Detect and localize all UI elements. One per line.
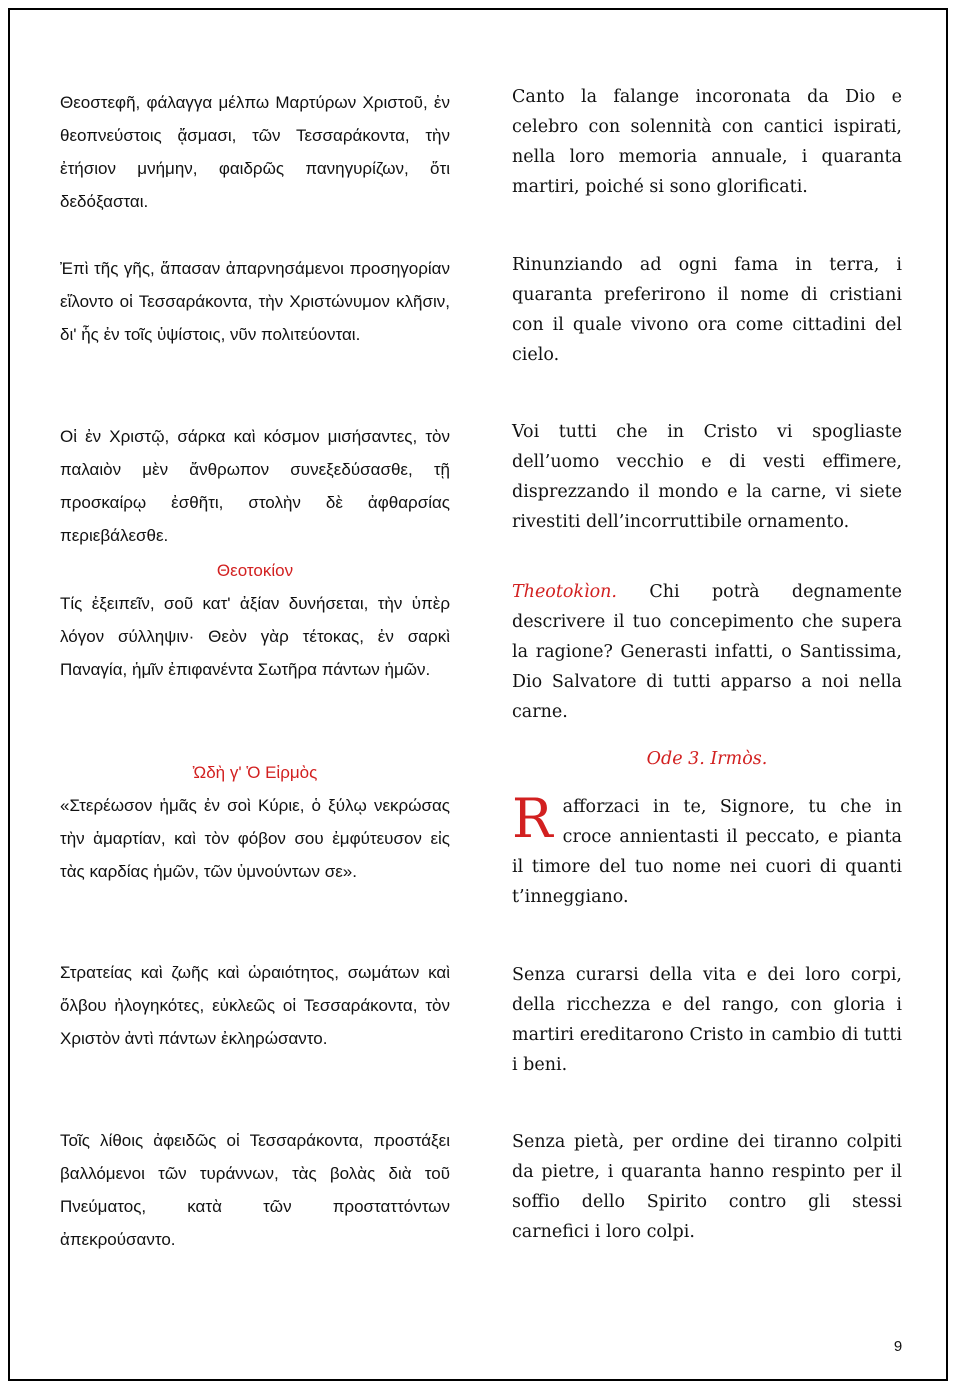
greek-theotokion	[60, 554, 450, 686]
greek-stanza-1: Θεοστεφῆ, φάλαγγα μέλπω Μαρτύρων Χριστοῦ, ἐν θεοπνεύστοις ᾄσμασι, τῶν Τεσσαράκοντα, τὴν ἐτήσιον μνήμην, φαιδρῶς πανηγυρίζων, ὅτι δεδόξασται.	[60, 93, 450, 211]
page-number: 9	[893, 1338, 903, 1355]
greek-stanza-2: Ἐπὶ τῆς γῆς, ἅπασαν ἀπαρνησάμενοι προσηγορίαν εἵλοντο οἱ Τεσσαράκοντα, τὴν Χριστώνυμον κλῆσιν, δι' ἧς ἐν τοῖς ὑψίστοις, νῦν πολιτεύονται.	[60, 259, 450, 344]
greek-stanza-6: Στρατείας καὶ ζωῆς καὶ ὡραιότητος, σωμάτων καὶ ὄλβου ἠλογηκότες, εὐκλεῶς οἱ Τεσσαράκοντα, τὸν Χριστὸν ἀντὶ πάντων ἐκληρώσαντο.	[60, 963, 450, 1048]
italian-dropcap: R	[512, 787, 553, 850]
italian-theotokion-label: Theotokìon.	[512, 582, 617, 602]
greek-stanza-3: Οἱ ἐν Χριστῷ, σάρκα καὶ κόσμον μισήσαντες, τὸν παλαιὸν μὲν ἄνθρωπον συνεξεδύσασθε, τῇ προσκαίρῳ ἐσθῆτι, στολὴν δὲ ἀφθαρσίας περιεβάλεσθε.	[60, 427, 450, 545]
italian-ode-heading: Ode 3. Irmòs.	[646, 749, 768, 769]
greek-irmos-text: «Στερέωσον ἡμᾶς ἐν σοὶ Κύριε, ὁ ξύλῳ νεκρώσας τὴν ἁμαρτίαν, καὶ τὸν φόβον σου ἐμφύτευσον εἰς τὰς καρδίας ἡμῶν, τῶν ὑμνούντων σε».	[60, 796, 450, 881]
italian-stanza-1: Canto la falange incoronata da Dio e celebro con solennità con cantici ispirati, nella loro memoria annuale, i quaranta martiri, poiché si sono glorificati.	[512, 87, 902, 197]
italian-stanza-7: Senza pietà, per ordine dei tiranno colpiti da pietre, i quaranta hanno respinto per il soffio dello Spirito contro gli stessi carnefici i loro colpi.	[512, 1132, 902, 1242]
greek-theotokion-heading: Θεοτοκίον	[216, 561, 294, 580]
greek-ode-irmos	[60, 756, 450, 888]
italian-ode-irmos	[512, 744, 902, 912]
greek-ode-heading: Ὠδὴ γ' Ὁ Εἱρμὸς	[192, 763, 318, 782]
italian-stanza-3: Voi tutti che in Cristo vi spogliaste dell’uomo vecchio e di vesti effimere, disprezzando il mondo e la carne, vi siete rivestiti dell’incorruttibile ornamento.	[512, 422, 902, 532]
greek-theotokion-text: Τίς ἐξειπεῖν, σοῦ κατ' ἀξίαν δυνήσεται, τὴν ὑπὲρ λόγον σύλληψιν· Θεὸν γὰρ τέτοκας, ἐν σαρκὶ Παναγία, ἡμῖν ἐπιφανέντα Σωτῆρα πάντων ἡμῶν.	[60, 594, 450, 679]
italian-stanza-6: Senza curarsi della vita e dei loro corpi, della ricchezza e del rango, con gloria i martiri ereditarono Cristo in cambio di tutti i beni.	[512, 965, 902, 1075]
greek-stanza-7: Τοῖς λίθοις ἀφειδῶς οἱ Τεσσαράκοντα, προστάξει βαλλόμενοι τῶν τυράννων, τὰς βολὰς διὰ τοῦ Πνεύματος, κατὰ τῶν προσταττόντων ἀπεκρούσαντο.	[60, 1131, 450, 1249]
italian-theotokion	[512, 577, 902, 727]
italian-stanza-2: Rinunziando ad ogni fama in terra, i quaranta preferirono il nome di cristiani con il quale vivono ora come cittadini del cielo.	[512, 255, 902, 365]
italian-irmos-text: afforzaci in te, Signore, tu che in croce annientasti il peccato, e pianta il timore del tuo nome nei cuori di quanti t’inneggiano.	[512, 797, 902, 907]
italian-theotokion-text: Chi potrà degnamente descrivere il tuo concepimento che supera la ragione? Generasti infatti, o Santissima, Dio Salvatore di tutti apparso a noi nella carne.	[512, 582, 902, 722]
